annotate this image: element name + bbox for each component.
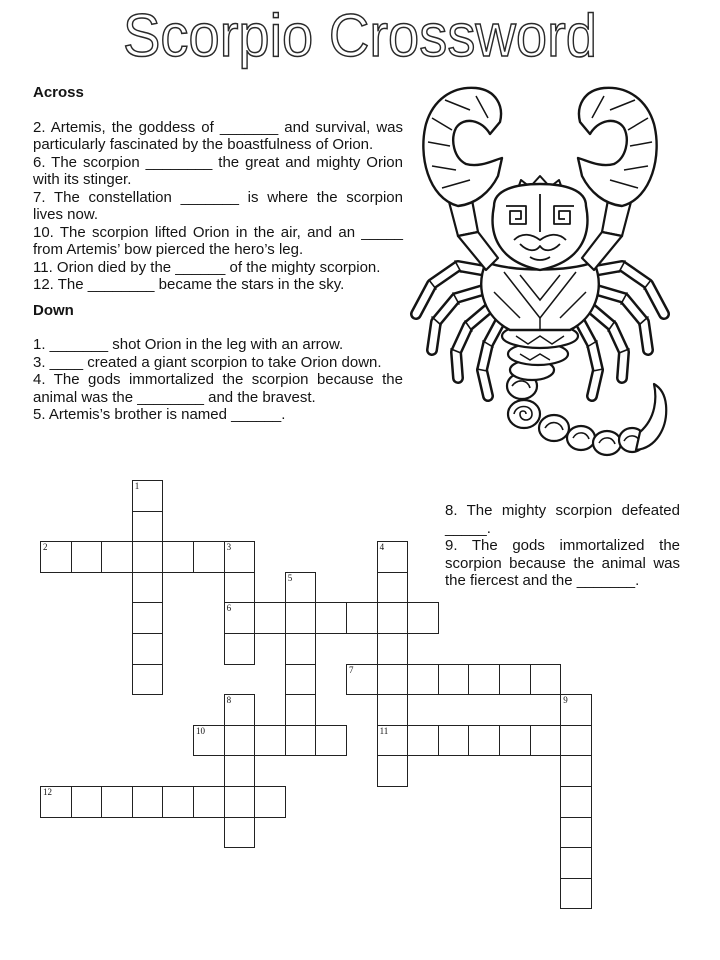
across-clue: 12. The ________ became the stars in the sky. — [33, 276, 345, 293]
grid-cell[interactable] — [377, 694, 409, 726]
across-clue: 2. Artemis, the goddess of _______ and survival, was particularly fascinated by the boastfulness of Orion. — [33, 118, 403, 153]
grid-cell[interactable] — [132, 511, 164, 543]
grid-cell[interactable] — [193, 725, 225, 757]
scorpion-head — [493, 176, 588, 270]
grid-cell[interactable] — [346, 602, 378, 634]
grid-cell[interactable] — [224, 786, 256, 818]
grid-cell[interactable] — [560, 786, 592, 818]
grid-cell[interactable] — [71, 786, 103, 818]
grid-cell[interactable] — [254, 725, 286, 757]
grid-cell[interactable] — [132, 602, 164, 634]
grid-cell[interactable] — [132, 480, 164, 512]
clue-number-label: 3 — [226, 542, 232, 553]
grid-cell[interactable] — [315, 602, 347, 634]
grid-cell[interactable] — [224, 725, 256, 757]
clue-number-label: 6 — [226, 603, 232, 614]
grid-cell[interactable] — [40, 786, 72, 818]
grid-cell[interactable] — [193, 786, 225, 818]
grid-cell[interactable] — [101, 786, 133, 818]
across-heading: Across — [33, 84, 84, 101]
scorpion-tail — [507, 373, 645, 455]
grid-cell[interactable] — [254, 786, 286, 818]
down-clue: 9. The gods immortalized the scorpion because the animal was the fiercest and the _______. — [445, 537, 680, 589]
grid-cell[interactable] — [162, 786, 194, 818]
grid-cell[interactable] — [407, 664, 439, 696]
grid-cell[interactable] — [101, 541, 133, 573]
side-clue-list — [445, 502, 680, 590]
grid-cell[interactable] — [132, 541, 164, 573]
scorpion-right-claw — [578, 88, 657, 206]
grid-cell[interactable] — [40, 541, 72, 573]
down-clue: 1. _______ shot Orion in the leg with an arrow. — [33, 336, 344, 353]
across-clue: 11. Orion died by the ______ of the mighty scorpion. — [33, 258, 381, 276]
grid-cell[interactable] — [132, 664, 164, 696]
grid-cell[interactable] — [438, 664, 470, 696]
grid-cell[interactable] — [224, 694, 256, 726]
grid-cell[interactable] — [193, 541, 225, 573]
clue-list — [33, 84, 403, 424]
worksheet-title — [0, 0, 720, 76]
clue-number-label: 9 — [563, 695, 568, 706]
down-clue: 5. Artemis’s brother is named ______. — [33, 406, 286, 423]
clue-number-label: 7 — [349, 664, 354, 675]
grid-cell[interactable] — [377, 725, 409, 757]
grid-cell[interactable] — [254, 602, 286, 634]
grid-cell[interactable] — [438, 725, 470, 757]
grid-cell[interactable] — [468, 664, 500, 696]
grid-cell[interactable] — [407, 725, 439, 757]
title-text: Scorpio Crossword — [123, 2, 597, 69]
grid-cell[interactable] — [285, 664, 317, 696]
scorpion-abdomen — [502, 324, 578, 380]
grid-cell[interactable] — [285, 602, 317, 634]
clue-number-label: 2 — [43, 542, 48, 553]
across-clue: 7. The constellation _______ is where the scorpion lives now. — [33, 188, 403, 223]
grid-cell[interactable] — [499, 664, 531, 696]
grid-cell[interactable] — [224, 755, 256, 787]
grid-cell[interactable] — [132, 633, 164, 665]
clue-number-label: 5 — [287, 572, 293, 583]
clue-number-label: 10 — [196, 725, 205, 736]
clue-number-label: 12 — [43, 787, 52, 797]
grid-cell[interactable] — [560, 725, 592, 757]
scorpion-body — [481, 262, 598, 330]
grid-cell[interactable] — [499, 725, 531, 757]
grid-cell[interactable] — [346, 664, 378, 696]
clue-number-label: 11 — [379, 725, 389, 736]
grid-cell[interactable] — [560, 755, 592, 787]
grid-cell[interactable] — [407, 602, 439, 634]
across-clue: 6. The scorpion ________ the great and mighty Orion with its stinger. — [33, 153, 403, 188]
grid-cell[interactable] — [132, 572, 164, 604]
grid-cell[interactable] — [162, 541, 194, 573]
down-clue: 8. The mighty scorpion defeated _____. — [445, 502, 680, 537]
grid-cell[interactable] — [224, 572, 256, 604]
grid-cell[interactable] — [224, 541, 256, 573]
grid-cell[interactable] — [285, 725, 317, 757]
grid-cell[interactable] — [560, 878, 592, 910]
grid-cell[interactable] — [285, 694, 317, 726]
grid-cell[interactable] — [132, 786, 164, 818]
down-heading: Down — [33, 301, 74, 319]
grid-cell[interactable] — [71, 541, 103, 573]
down-clue: 3. ____ created a giant scorpion to take Orion down. — [33, 353, 382, 371]
grid-cell[interactable] — [377, 572, 409, 604]
clue-number-label: 8 — [226, 695, 232, 706]
clue-number-label: 1 — [134, 481, 140, 491]
grid-cell[interactable] — [530, 725, 562, 757]
grid-cell[interactable] — [530, 664, 562, 696]
across-clue: 10. The scorpion lifted Orion in the air, and an _____ from Artemis’ bow pierced the hero’s leg. — [33, 223, 403, 258]
down-clue: 4. The gods immortalized the scorpion because the animal was the ________ and the bravest. — [33, 371, 403, 406]
grid-cell[interactable] — [315, 725, 347, 757]
grid-cell[interactable] — [224, 817, 256, 849]
grid-cell[interactable] — [285, 572, 317, 604]
scorpion-left-claw — [423, 88, 502, 206]
grid-cell[interactable] — [560, 694, 592, 726]
clue-number-label: 4 — [379, 542, 385, 553]
grid-cell[interactable] — [560, 817, 592, 849]
grid-cell[interactable] — [377, 633, 409, 665]
grid-cell[interactable] — [377, 541, 409, 573]
grid-cell[interactable] — [285, 633, 317, 665]
grid-cell[interactable] — [468, 725, 500, 757]
grid-cell[interactable] — [560, 847, 592, 879]
grid-cell[interactable] — [377, 602, 409, 634]
scorpion-illustration — [400, 82, 672, 474]
scorpion-stinger — [636, 384, 666, 450]
grid-cell[interactable] — [224, 633, 256, 665]
grid-cell[interactable] — [377, 664, 409, 696]
grid-cell[interactable] — [224, 602, 256, 634]
grid-cell[interactable] — [377, 755, 409, 787]
